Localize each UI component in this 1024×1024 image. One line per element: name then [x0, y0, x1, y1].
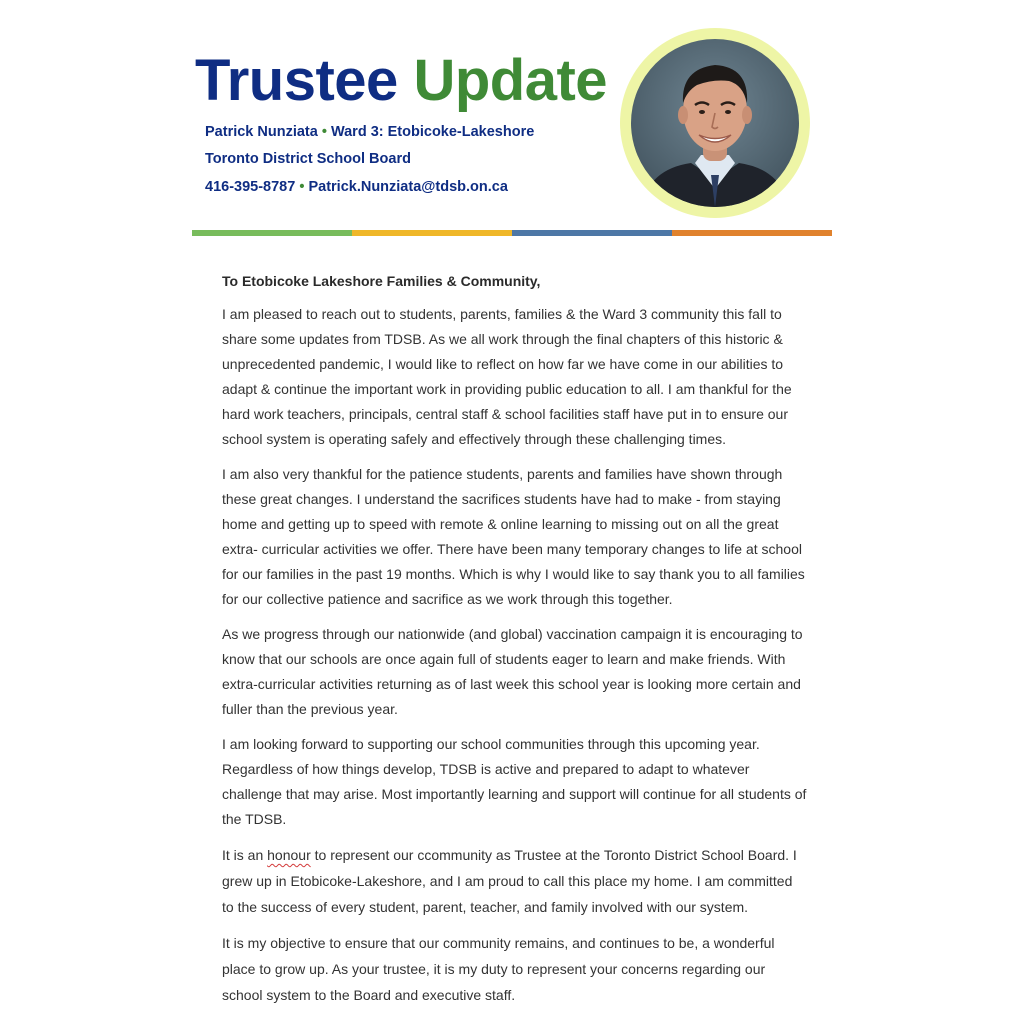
paragraph-5-start: It is an [222, 847, 268, 863]
paragraph-3: As we progress through our nationwide (and global) vaccination campaign it is encouraging to know that our schools are once again full of students eager to learn and make friends. With extra-curricular activities returning as of last week this school year is looking more certain and fuller than the previous year. [222, 626, 803, 717]
board-line [205, 150, 411, 168]
letter-body [222, 270, 807, 1018]
title-word-update: Update [413, 48, 608, 113]
letter-greeting: To Etobicoke Lakeshore Families & Community, [222, 273, 541, 289]
paragraph-4: I am looking forward to supporting our school communities through this upcoming year. Regardless of how things develop, TDSB is active and prepared to adapt to whatever challenge that may arise. Most importantly learning and support will continue for all students of the TDSB. [222, 736, 807, 827]
spellcheck-flagged-word[interactable]: honour [267, 847, 311, 863]
newsletter-title [195, 46, 607, 116]
paragraph-1: I am pleased to reach out to students, parents, families & the Ward 3 community this fall to share some updates from TDSB. As we all work through the final chapters of this historic & unprecedented pandemic, I would like to reflect on how far we have come in our abilities to adapt & continue the important work in providing public education to all. I am thankful for the hard work teachers, principals, central staff & school facilities staff have put in to ensure our school system is operating safely and effectively through these challenging times. [222, 306, 792, 447]
paragraph-2: I am also very thankful for the patience students, parents and families have shown through these great changes. I understand the sacrifices students have had to make - from staying home and getting up to speed with remote & online learning to missing out on all the great extra- curricular activities we offer. There have been many temporary changes to life at school for our families in the past 19 months. Which is why I would like to say thank you to all families for our collective patience and sacrifice as we work through this together. [222, 466, 805, 607]
paragraph-5-rest: to represent our ccommunity as Trustee at the Toronto District School Board. I grew up in Etobicoke-Lakeshore, and I am proud to call this place my home. I am committed to the success of every student, parent, teacher, and family involved with our system. [222, 847, 797, 915]
divider-segment-green [192, 230, 352, 236]
divider-segment-yellow [352, 230, 512, 236]
phone-number: 416-395-8787 [205, 179, 296, 195]
ward-label: Ward 3: Etobicoke-Lakeshore [330, 124, 535, 140]
paragraph-6: It is my objective to ensure that our community remains, and continues to be, a wonderful place to grow up. As your trustee, it is my duty to represent your concerns regarding our school system to the Board and executive staff. [222, 935, 775, 1003]
contact-line [205, 178, 508, 196]
bullet-separator: • [299, 179, 305, 195]
title-word-trustee: Trustee [195, 48, 398, 113]
divider-segment-orange [672, 230, 832, 236]
board-name: Toronto District School Board [205, 151, 411, 167]
trustee-name: Patrick Nunziata [205, 124, 318, 140]
trustee-name-line [205, 123, 534, 141]
email-address[interactable]: Patrick.Nunziata@tdsb.on.ca [308, 179, 508, 195]
trustee-portrait [620, 28, 810, 218]
portrait-photo [631, 39, 799, 207]
divider-segment-blue [512, 230, 672, 236]
color-divider [192, 230, 832, 236]
bullet-separator: • [321, 124, 327, 140]
paragraph-5 [222, 842, 807, 920]
